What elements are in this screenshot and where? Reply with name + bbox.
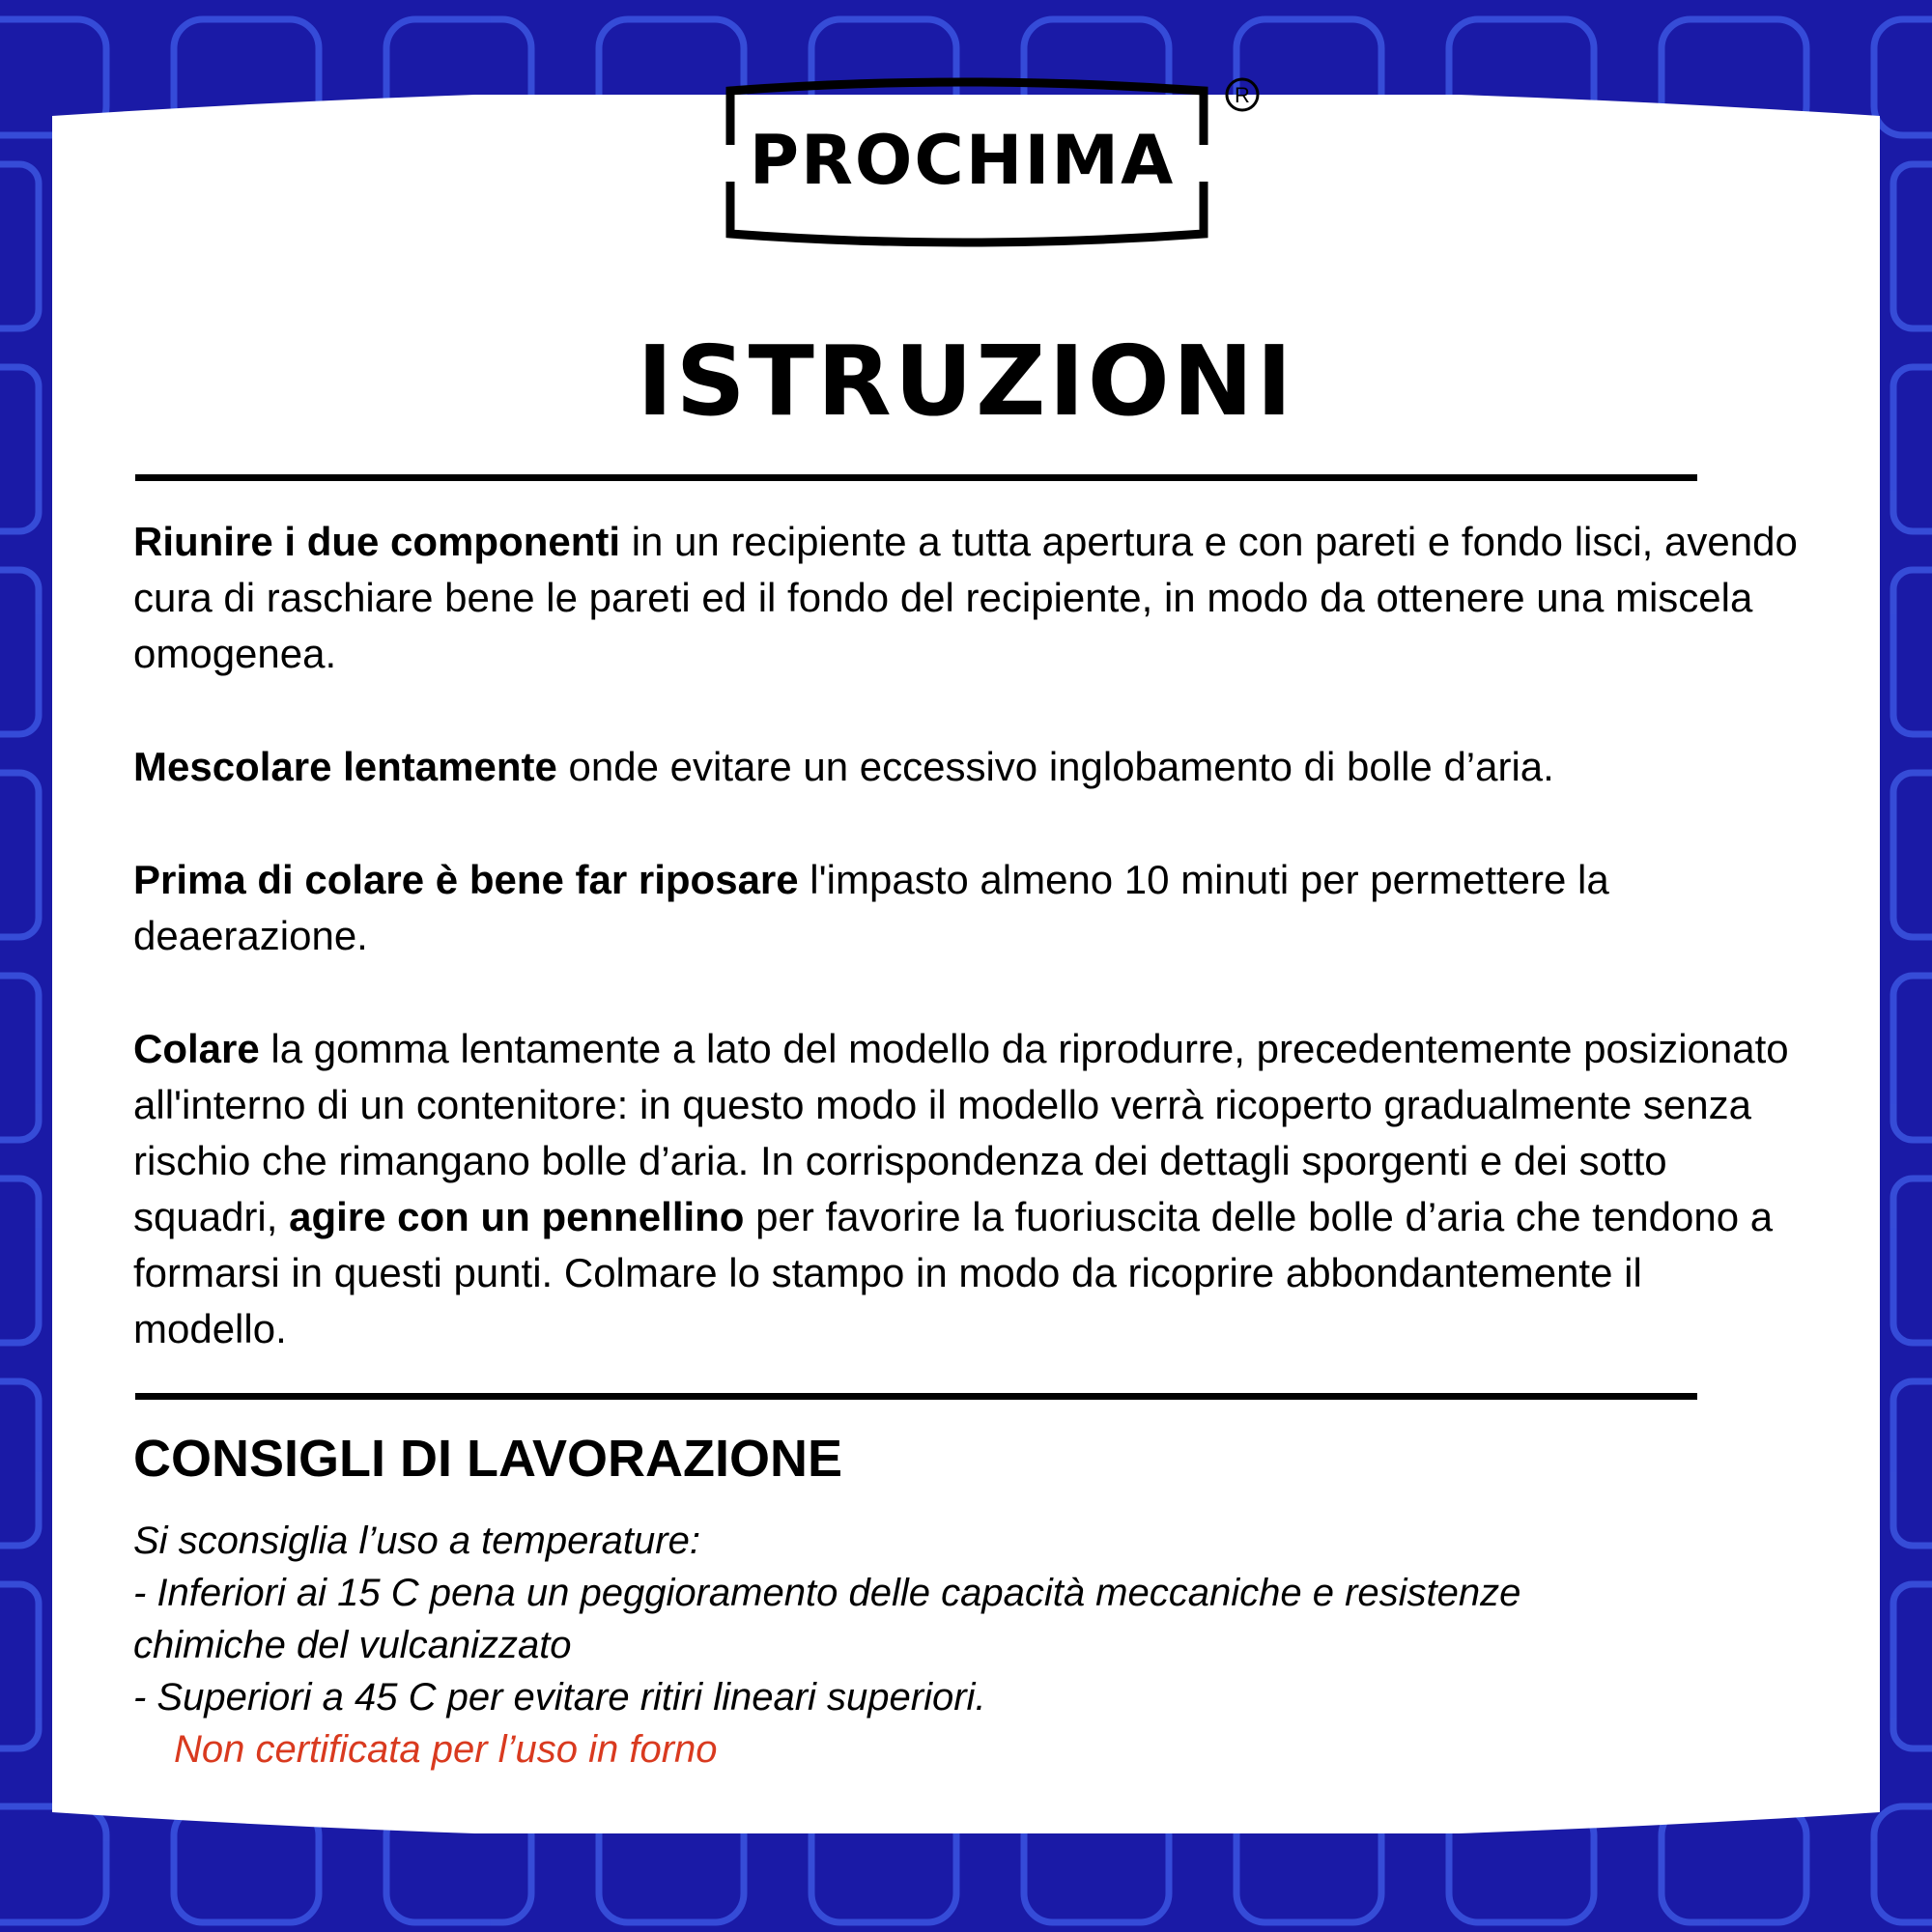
- divider-bottom: [135, 1393, 1697, 1400]
- instruction-3-bold: Prima di colare è bene far riposare: [133, 857, 799, 902]
- instruction-4: [133, 1021, 1804, 1357]
- instruction-2-bold: Mescolare lentamente: [133, 744, 557, 789]
- instruction-3-text: l'impasto almeno 10 minuti per permettere la deaerazione.: [133, 857, 1609, 958]
- instruction-1: [133, 514, 1804, 682]
- divider-top: [135, 474, 1697, 481]
- tips-title: CONSIGLI DI LAVORAZIONE: [133, 1430, 843, 1488]
- tip-item-1-line-1: - Inferiori ai 15 C pena un peggioramento delle capacità meccaniche e resistenze: [133, 1572, 1521, 1614]
- tip-item-1-line-2: chimiche del vulcanizzato: [133, 1624, 572, 1666]
- prochima-logo: [663, 77, 1271, 247]
- instruction-3: [133, 852, 1804, 964]
- tips-list: [133, 1515, 1804, 1776]
- instruction-4-text: la gomma lentamente a lato del modello da riprodurre, precedentemente posizionato all'interno di un contenitore: in questo modo il modello verrà ricoperto gradualmente senza rischio che rimangano bolle d’aria. In corrispondenza dei dettagli sporgenti e dei sotto squadri,: [133, 1026, 1789, 1239]
- instruction-4-text-2: per favorire la fuoriuscita delle bolle d’aria che tendono a formarsi in questi punti. Colmare lo stampo in modo da ricoprire abbondantemente il modello.: [133, 1194, 1774, 1351]
- logo-wordmark: PROCHIMA: [749, 121, 1176, 200]
- instruction-1-bold: Riunire i due componenti: [133, 519, 621, 564]
- tip-item-2: - Superiori a 45 C per evitare ritiri lineari superiori.: [133, 1676, 986, 1719]
- tips-intro: Si sconsiglia l’uso a temperature:: [133, 1520, 700, 1562]
- page-title: ISTRUZIONI: [637, 325, 1295, 438]
- instruction-2-text: onde evitare un eccessivo inglobamento di bolle d’aria.: [556, 744, 1554, 789]
- instruction-4-bold-2: agire con un pennellino: [289, 1194, 745, 1239]
- registered-mark: R: [1235, 83, 1250, 107]
- instruction-4-bold: Colare: [133, 1026, 260, 1071]
- instruction-1-text: in un recipiente a tutta apertura e con pareti e fondo lisci, avendo cura di raschiare bene le pareti ed il fondo del recipiente, in modo da ottenere una miscela omogenea.: [133, 519, 1798, 676]
- instruction-2: [133, 739, 1804, 795]
- oven-warning: Non certificata per l’uso in forno: [174, 1728, 718, 1771]
